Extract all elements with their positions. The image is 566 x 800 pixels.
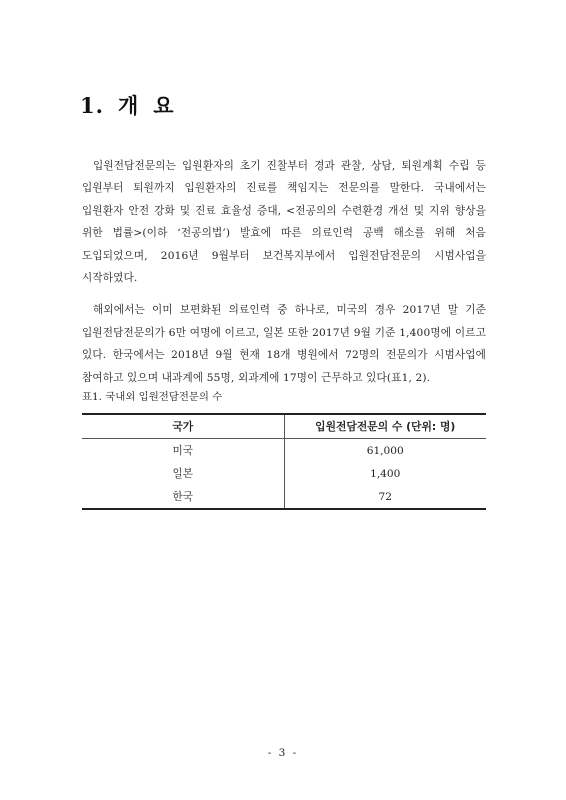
paragraph-overview: 입원전담전문의는 입원환자의 초기 진찰부터 경과 관찰, 상담, 퇴원계획 수립 등 입원부터 퇴원까지 입원환자의 진료를 책임지는 전문의를 말한다. 국내에서는 입원환자 안전 강화 및 진료 효율성 증대, <전공의의 수련환경 개선 및 지위 향상을 위한 법률>(이하 ‘전공의법’) 발효에 따른 의료인력 공백 해소를 위해 처음 도입되었으며, 2016년 9월부터 보건복지부에서 입원전담전문의 시범사업을 시작하였다.	[82, 160, 486, 285]
section-title-char-1: 개	[117, 93, 140, 118]
section-title-char-2: 요	[153, 93, 175, 118]
count-cell: 1,400	[370, 467, 401, 480]
table-row	[82, 462, 486, 485]
section-number: 1.	[80, 93, 104, 118]
count-cell: 61,000	[366, 444, 404, 457]
column-header-country: 국가	[82, 414, 284, 439]
body-text	[82, 155, 486, 389]
table-header-row	[82, 414, 486, 439]
table-caption: 표1. 국내외 입원전담전문의 수	[82, 391, 223, 403]
section-heading	[80, 90, 175, 120]
hospitalist-count-table	[82, 413, 486, 510]
page-number: - 3 -	[267, 747, 299, 759]
country-cell: 미국	[82, 439, 284, 463]
table-row	[82, 485, 486, 509]
country-cell: 일본	[82, 462, 284, 485]
country-cell: 한국	[82, 485, 284, 509]
table-row	[82, 439, 486, 463]
paragraph-overseas: 해외에서는 이미 보편화된 의료인력 중 하나로, 미국의 경우 2017년 말 기준 입원전담전문의가 6만 여명에 이르고, 일본 또한 2017년 9월 기준 1,400명에 이르고 있다. 한국에서는 2018년 9월 현재 18개 병원에서 72명의 전문의가 시범사업에 참여하고 있으며 내과계에 55명, 외과계에 17명이 근무하고 있다(표1, 2).	[82, 304, 486, 384]
column-header-count: 입원전담전문의 수 (단위: 명)	[284, 414, 486, 439]
count-cell: 72	[378, 490, 392, 503]
